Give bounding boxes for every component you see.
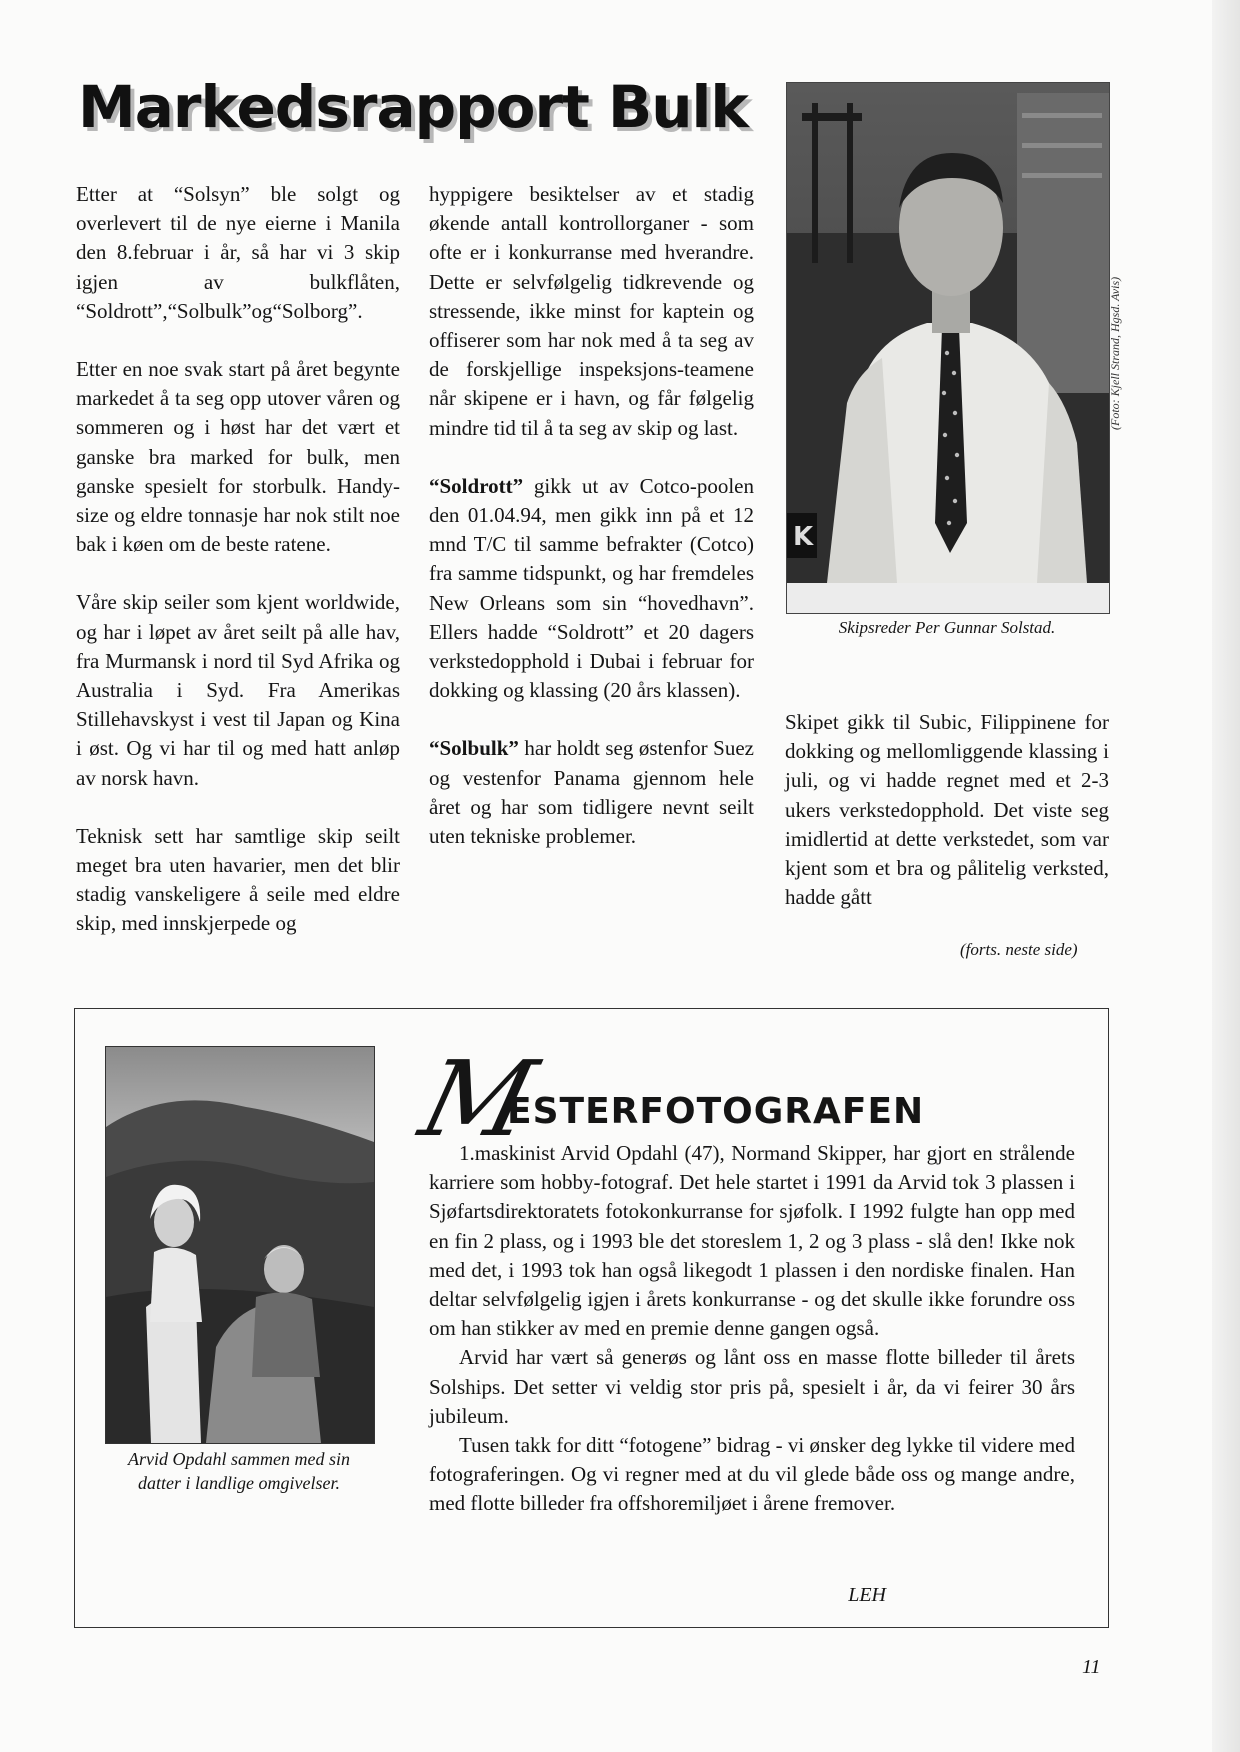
photo-credit: (Foto: Kjell Strand, Hgsd. Avis) (1108, 276, 1122, 430)
portrait-photo-frame (786, 82, 1110, 614)
portrait-caption: Skipsreder Per Gunnar Solstad. (838, 618, 1056, 637)
paragraph-text: gikk ut av Cotco-poolen den 01.04.94, men gikk inn på et 12 mnd T/C til samme befrakter (Cotco) fra samme tidspunkt, og har fremdeles New Orleans som sin “hovedhavn”. Ellers hadde “Soldrott” et 20 dagers verkstedopphold i Dubai i februar for dokking og klassing (20 års klassen). (429, 473, 754, 703)
paragraph: Arvid har vært så generøs og lånt oss en masse flotte billeder til årets Solships. Det setter vi veldig stor pris på, spesielt i år, da vi feirer 30 års jubileum. (429, 1345, 1075, 1428)
paragraph: hyppigere besiktelser av et stadig økende antall kontrollorganer - som ofte er i konkurranse med hverandre. Dette er selvfølgelig tidkrevende og stressende, ikke minst for kaptein og offiserer som har nok med å ta seg av de forskjellige inspeksjons-teamene når skipene er i havn, og får følgelig mindre tid til å ta seg av skip og last. (429, 182, 754, 440)
paragraph: Skipet gikk til Subic, Filippinene for dokking og mellomliggende klassing i juli, og vi hadde regnet med et 2-3 ukers verkstedopphold. Det viste seg imidlertid at dette verkstedet, som var kjent som et bra og pålitelig verksted, hadde gått (785, 710, 1109, 910)
heading-initial: M (409, 1038, 539, 1160)
svg-text:K: K (793, 522, 814, 552)
paragraph (429, 472, 754, 706)
feature-box (74, 1008, 1109, 1628)
feature-heading (409, 1038, 1085, 1160)
page-number: 11 (1082, 1656, 1101, 1678)
signature: LEH (848, 1584, 886, 1606)
page-edge-shadow (1212, 0, 1240, 1752)
article-column-3 (785, 708, 1109, 912)
paragraph: Tusen takk for ditt “fotogene” bidrag - vi ønsker deg lykke til videre med fotograferingen. Og vi regner med at du vil glede både oss og mange andre, med flotte billeder fra offshoremiljøet i årene fremover. (429, 1433, 1075, 1516)
feature-photo (105, 1046, 375, 1444)
continued-note: (forts. neste side) (960, 940, 1078, 959)
portrait-photo (787, 83, 1109, 583)
paragraph: Etter at “Solsyn” ble solgt og overlevert til de nye eierne i Manila den 8.februar i år, så har vi 3 skip igjen av bulkflåten, “Soldrott”,“Solbulk”og“Solborg”. (76, 182, 400, 323)
feature-photo-image (106, 1047, 374, 1443)
paragraph: Våre skip seiler som kjent worldwide, og har i løpet av året seilt på alle hav, fra Murmansk i nord til Syd Afrika og Australia i Syd. Fra Amerikas Stillehavskyst i vest til Japan og Kina i øst. Og vi har til og med hatt anløp av norsk havn. (76, 590, 400, 790)
ship-name-soldrott: “Soldrott” (429, 473, 524, 498)
portrait-photo-image (787, 83, 1109, 583)
paragraph: Etter en noe svak start på året begynte markedet å ta seg opp utover våren og sommeren og i høst har det vært et ganske bra marked for bulk, men ganske spesielt for storbulk. Handy-size og eldre tonnasje har nok stilt noe bak i køen om de beste ratene. (76, 357, 400, 557)
paragraph (429, 734, 754, 851)
article-column-2 (429, 180, 754, 851)
feature-photo-caption: Arvid Opdahl sammen med sin datter i landlige omgivelser. (128, 1449, 350, 1493)
paragraph: Teknisk sett har samtlige skip seilt meget bra uten havarier, men det blir stadig vanskeligere å seile med eldre skip, med innskjerpede og (76, 823, 400, 936)
paragraph: 1.maskinist Arvid Opdahl (47), Normand Skipper, har gjort en strålende karriere som hobby-fotograf. Det hele startet i 1991 da Arvid tok 3 plassen i Sjøfartsdirektoratets fotokonkurranse for sjøfolk. I 1992 fulgte han opp med en fin 2 plass, og i 1993 ble det storeslem 1, 2 og 3 plass - slå den! Ikke nok med det, i 1993 tok han også likegodt 1 plassen i den nordiske finalen. Han deltar selvfølgelig igjen i årets konkurranse - og det skulle ikke forundre oss om han stikker av med en premie denne gangen også. (429, 1141, 1075, 1341)
paragraph-text: har holdt seg østenfor Suez og vestenfor Panama gjennom hele året og har som tidligere nevnt seilt uten tekniske problemer. (429, 736, 754, 849)
page-title: Markedsrapport Bulk (78, 73, 748, 141)
ship-name-solbulk: “Solbulk” (429, 736, 519, 761)
article-column-1 (76, 180, 400, 939)
feature-text (429, 1139, 1075, 1519)
heading-text: ESTERFOTOGRAFEN (507, 1091, 925, 1132)
